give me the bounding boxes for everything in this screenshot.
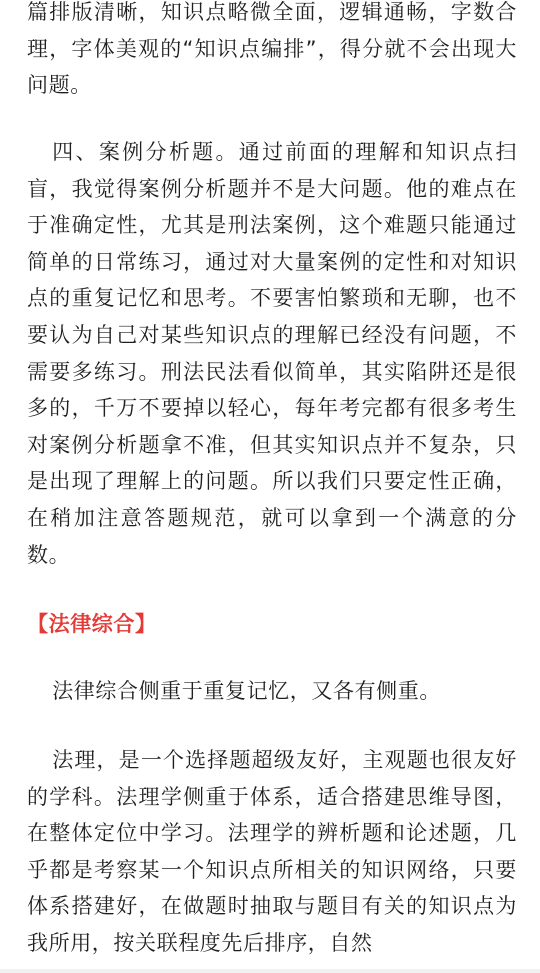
section-heading: 【法律综合】: [27, 612, 157, 636]
bottom-divider: [0, 969, 540, 973]
paragraph-continuation: 篇排版清晰，知识点略微全面，逻辑通畅，字数合理，字体美观的“知识点编排”，得分就不会出现大问题。: [27, 0, 517, 98]
paragraph-law-theory: 法理，是一个选择题超级友好，主观题也很友好的学科。法理学侧重于体系，适合搭建思维导图，在整体定位中学习。法理学的辨析题和论述题，几乎都是考察某一个知识点所相关的知识网络，只要体系搭建好，在做题时抽取与题目有关的知识点为我所用，按关联程度先后排序，自然: [27, 748, 517, 955]
paragraph-law-intro: 法律综合侧重于重复记忆，又各有侧重。: [52, 679, 441, 703]
paragraph-case-analysis: 四、案例分析题。通过前面的理解和知识点扫盲，我觉得案例分析题并不是大问题。他的难点在于准确定性，尤其是刑法案例，这个难题只能通过简单的日常练习，通过对大量案例的定性和对知识点的重复记忆和思考。不要害怕繁琐和无聊，也不要认为自己对某些知识点的理解已经没有问题，不需要多练习。刑法民法看似简单，其实陷阱还是很多的，千万不要掉以轻心，每年考完都有很多考生对案例分析题拿不准，但其实知识点并不复杂，只是出现了理解上的问题。所以我们只要定性正确，在稍加注意答题规范，就可以拿到一个满意的分数。: [27, 140, 517, 567]
